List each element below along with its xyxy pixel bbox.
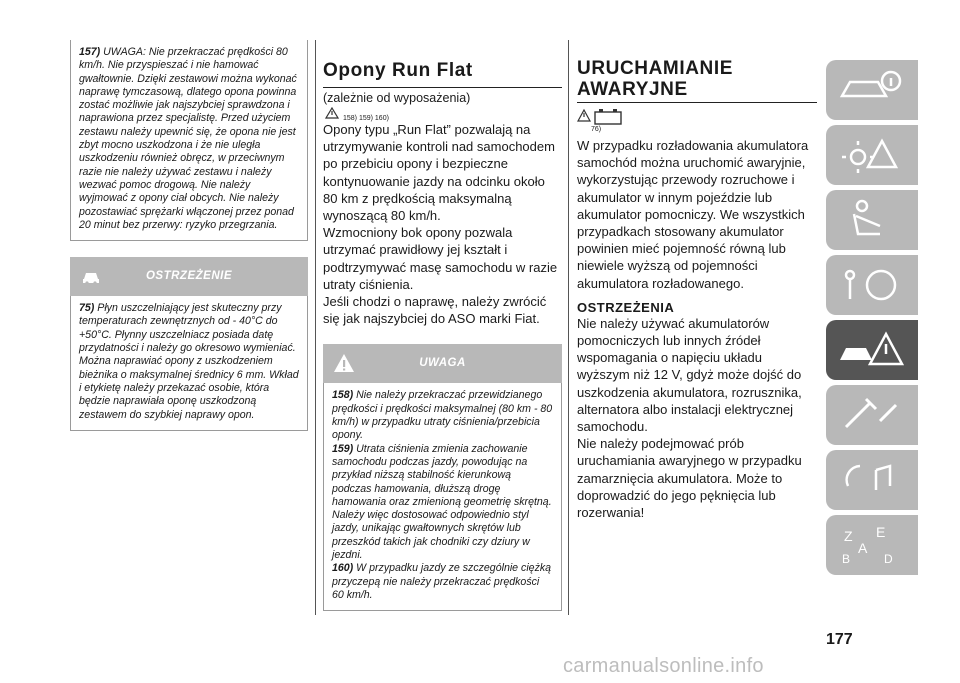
warning-header xyxy=(323,344,562,383)
tab-maintenance[interactable] xyxy=(826,385,918,445)
column-left xyxy=(70,40,308,431)
tab-warning-lights[interactable] xyxy=(826,125,918,185)
warnings-heading: OSTRZEŻENIA xyxy=(577,299,675,315)
note-refs: 158) 159) 160) xyxy=(343,115,389,122)
maintenance-icon xyxy=(836,391,906,439)
title-rule xyxy=(577,102,817,103)
note-157-text: UWAGA: Nie przekraczać prędkości 80 km/h. Nie przyspieszać i nie hamować gwałtownie. Dzięki zestawowi można wykonać naprawę tymczasową, dlatego opona powinna zostać możliwie jak najszybciej sprawdzona i naprawiona przez specjalistę. Przed użyciem zestawu należy upewnić się, że opona nie jest zbyt mocno uszkodzona i że nie uległa uszkodzeniu również obręcz, w przeciwnym razie nie należy używać zestawu i należy wezwać pomoc drogową. Nie należy wyjmować z opony ciał obcych. Nie należy pozostawiać sprężarki włączonej przez ponad 20 minut bez przerwy: ryzyko przegrzania. xyxy=(79,46,297,231)
column-right xyxy=(577,40,817,521)
section-subtitle: (zależnie od wyposażenia) xyxy=(323,91,471,105)
note-75-text: Płyn uszczelniający jest skuteczny przy temperaturach zewnętrznych od - 40°C do +50°C. Płynny uszczelniacz posiada datę przydatności i należy go okresowo wymieniać. Można naprawiać opony z uszkodzeniem bieżnika o maksymalnej średnicy 6 mm. Wkład i etykietę należy przekazać osobie, która będzie naprawiała oponę uszkodzoną zestawem do szybkiej naprawy opon. xyxy=(79,302,299,421)
warning-triangle-icon xyxy=(325,107,339,119)
paragraph-3: Jeśli chodzi o naprawę, należy zwrócić się jak najszybciej do ASO marki Fiat. xyxy=(323,294,547,327)
note-158-text: Nie należy przekraczać przewidzianego prędkości i prędkości maksymalnej (80 km - 80 km/h) w przypadku utraty ciśnienia/przebicia opony. xyxy=(332,389,553,442)
tab-safety[interactable] xyxy=(826,190,918,250)
paragraph-2: Nie należy używać akumulatorów pomocniczych lub innych źródeł wspomagania o napięciu układu wyższym niż 12 V, gdyż może dojść do uszkodzenia akumulatora, rozrusznika, alternatora albo instalacji elektrycznej samochodu. xyxy=(577,315,802,435)
svg-text:A: A xyxy=(858,540,868,556)
note-159-text: Utrata ciśnienia zmienia zachowanie samochodu podczas jazdy, powodując na przykład niższą stabilność kierunkową podczas hamowania, dłuższą drogę hamowania oraz zmienioną geometrię skrętną. Należy więc dostosować odpowiednio styl jazdy, unikając gwałtownych skrętów lub przeszkód takich jak chodniki czy dziury w jezdni. xyxy=(332,442,552,561)
caution-label: OSTRZEŻENIE xyxy=(145,270,232,283)
multimedia-icon xyxy=(836,456,906,504)
warning-lights-icon xyxy=(836,131,906,179)
note-158-number: 158) xyxy=(332,389,354,402)
section-title-emergency-start-2: AWARYJNE xyxy=(577,79,688,100)
section-title-run-flat: Opony Run Flat xyxy=(323,60,473,81)
warning-label: UWAGA xyxy=(419,357,466,370)
svg-text:D: D xyxy=(884,552,893,566)
note-157-number: 157) xyxy=(79,46,101,58)
car-info-icon xyxy=(836,66,906,114)
steering-key-icon xyxy=(836,261,906,309)
column-middle xyxy=(323,40,562,611)
note-159-number: 159) xyxy=(332,442,354,455)
note-ref: 76) xyxy=(591,126,602,133)
svg-text:B: B xyxy=(842,552,851,566)
chapter-sidebar xyxy=(826,60,916,580)
paragraph-1: Opony typu „Run Flat” pozwalają na utrzymywanie kontroli nad samochodem po przebiciu opony i bezpieczne kontynuowanie jazdy na odcinku około 80 km z prędkością maksymalną wynoszącą 80 km/h. xyxy=(323,122,555,224)
notes-158-160-box xyxy=(323,383,562,611)
battery-warning-icon xyxy=(577,107,627,129)
svg-text:Z: Z xyxy=(844,528,853,544)
tab-starting-driving[interactable] xyxy=(826,255,918,315)
note-157-box xyxy=(70,40,308,241)
index-icon xyxy=(836,521,906,569)
paragraph-1: W przypadku rozładowania akumulatora samochód można uruchomić awaryjnie, wykorzystując przewody rozruchowe i akumulator w innym pojeździe lub akumulator pomocniczy. We wszystkich przypadkach stosowany akumulator powinien mieć pojemność równą lub niewiele wyższą od pojemności akumulatora rozładowanego. xyxy=(577,138,809,291)
tab-multimedia[interactable] xyxy=(826,450,918,510)
seat-safety-icon xyxy=(836,196,906,244)
note-160-number: 160) xyxy=(332,562,354,575)
svg-text:E: E xyxy=(876,524,886,540)
section-title-emergency-start-1: URUCHAMIANIE xyxy=(577,58,734,79)
title-rule xyxy=(323,87,562,88)
note-75-number: 75) xyxy=(79,302,95,315)
note-75-box xyxy=(70,296,308,431)
column-divider xyxy=(568,40,569,615)
tab-emergency[interactable] xyxy=(826,320,918,380)
paragraph-3: Nie należy podejmować prób uruchamiania awaryjnego w przypadku zamarznięcia akumulatora. Może to doprowadzić do jego pęknięcia lub rozerwania! xyxy=(577,436,802,521)
note-160-text: W przypadku jazdy ze szczególnie ciężką przyczepą nie należy przekraczać prędkości 60 km/h. xyxy=(332,562,552,601)
tab-index[interactable] xyxy=(826,515,918,575)
paragraph-2: Wzmocniony bok opony pozwala utrzymać prawidłowy jej kształt i podtrzymywać masę samochodu w razie utraty ciśnienia. xyxy=(323,225,558,292)
page-number: 177 xyxy=(826,631,853,648)
tab-car-info[interactable] xyxy=(826,60,918,120)
caution-header xyxy=(70,257,308,296)
watermark: carmanualsonline.info xyxy=(563,655,764,677)
column-divider xyxy=(315,40,316,615)
emergency-icon xyxy=(836,326,906,374)
